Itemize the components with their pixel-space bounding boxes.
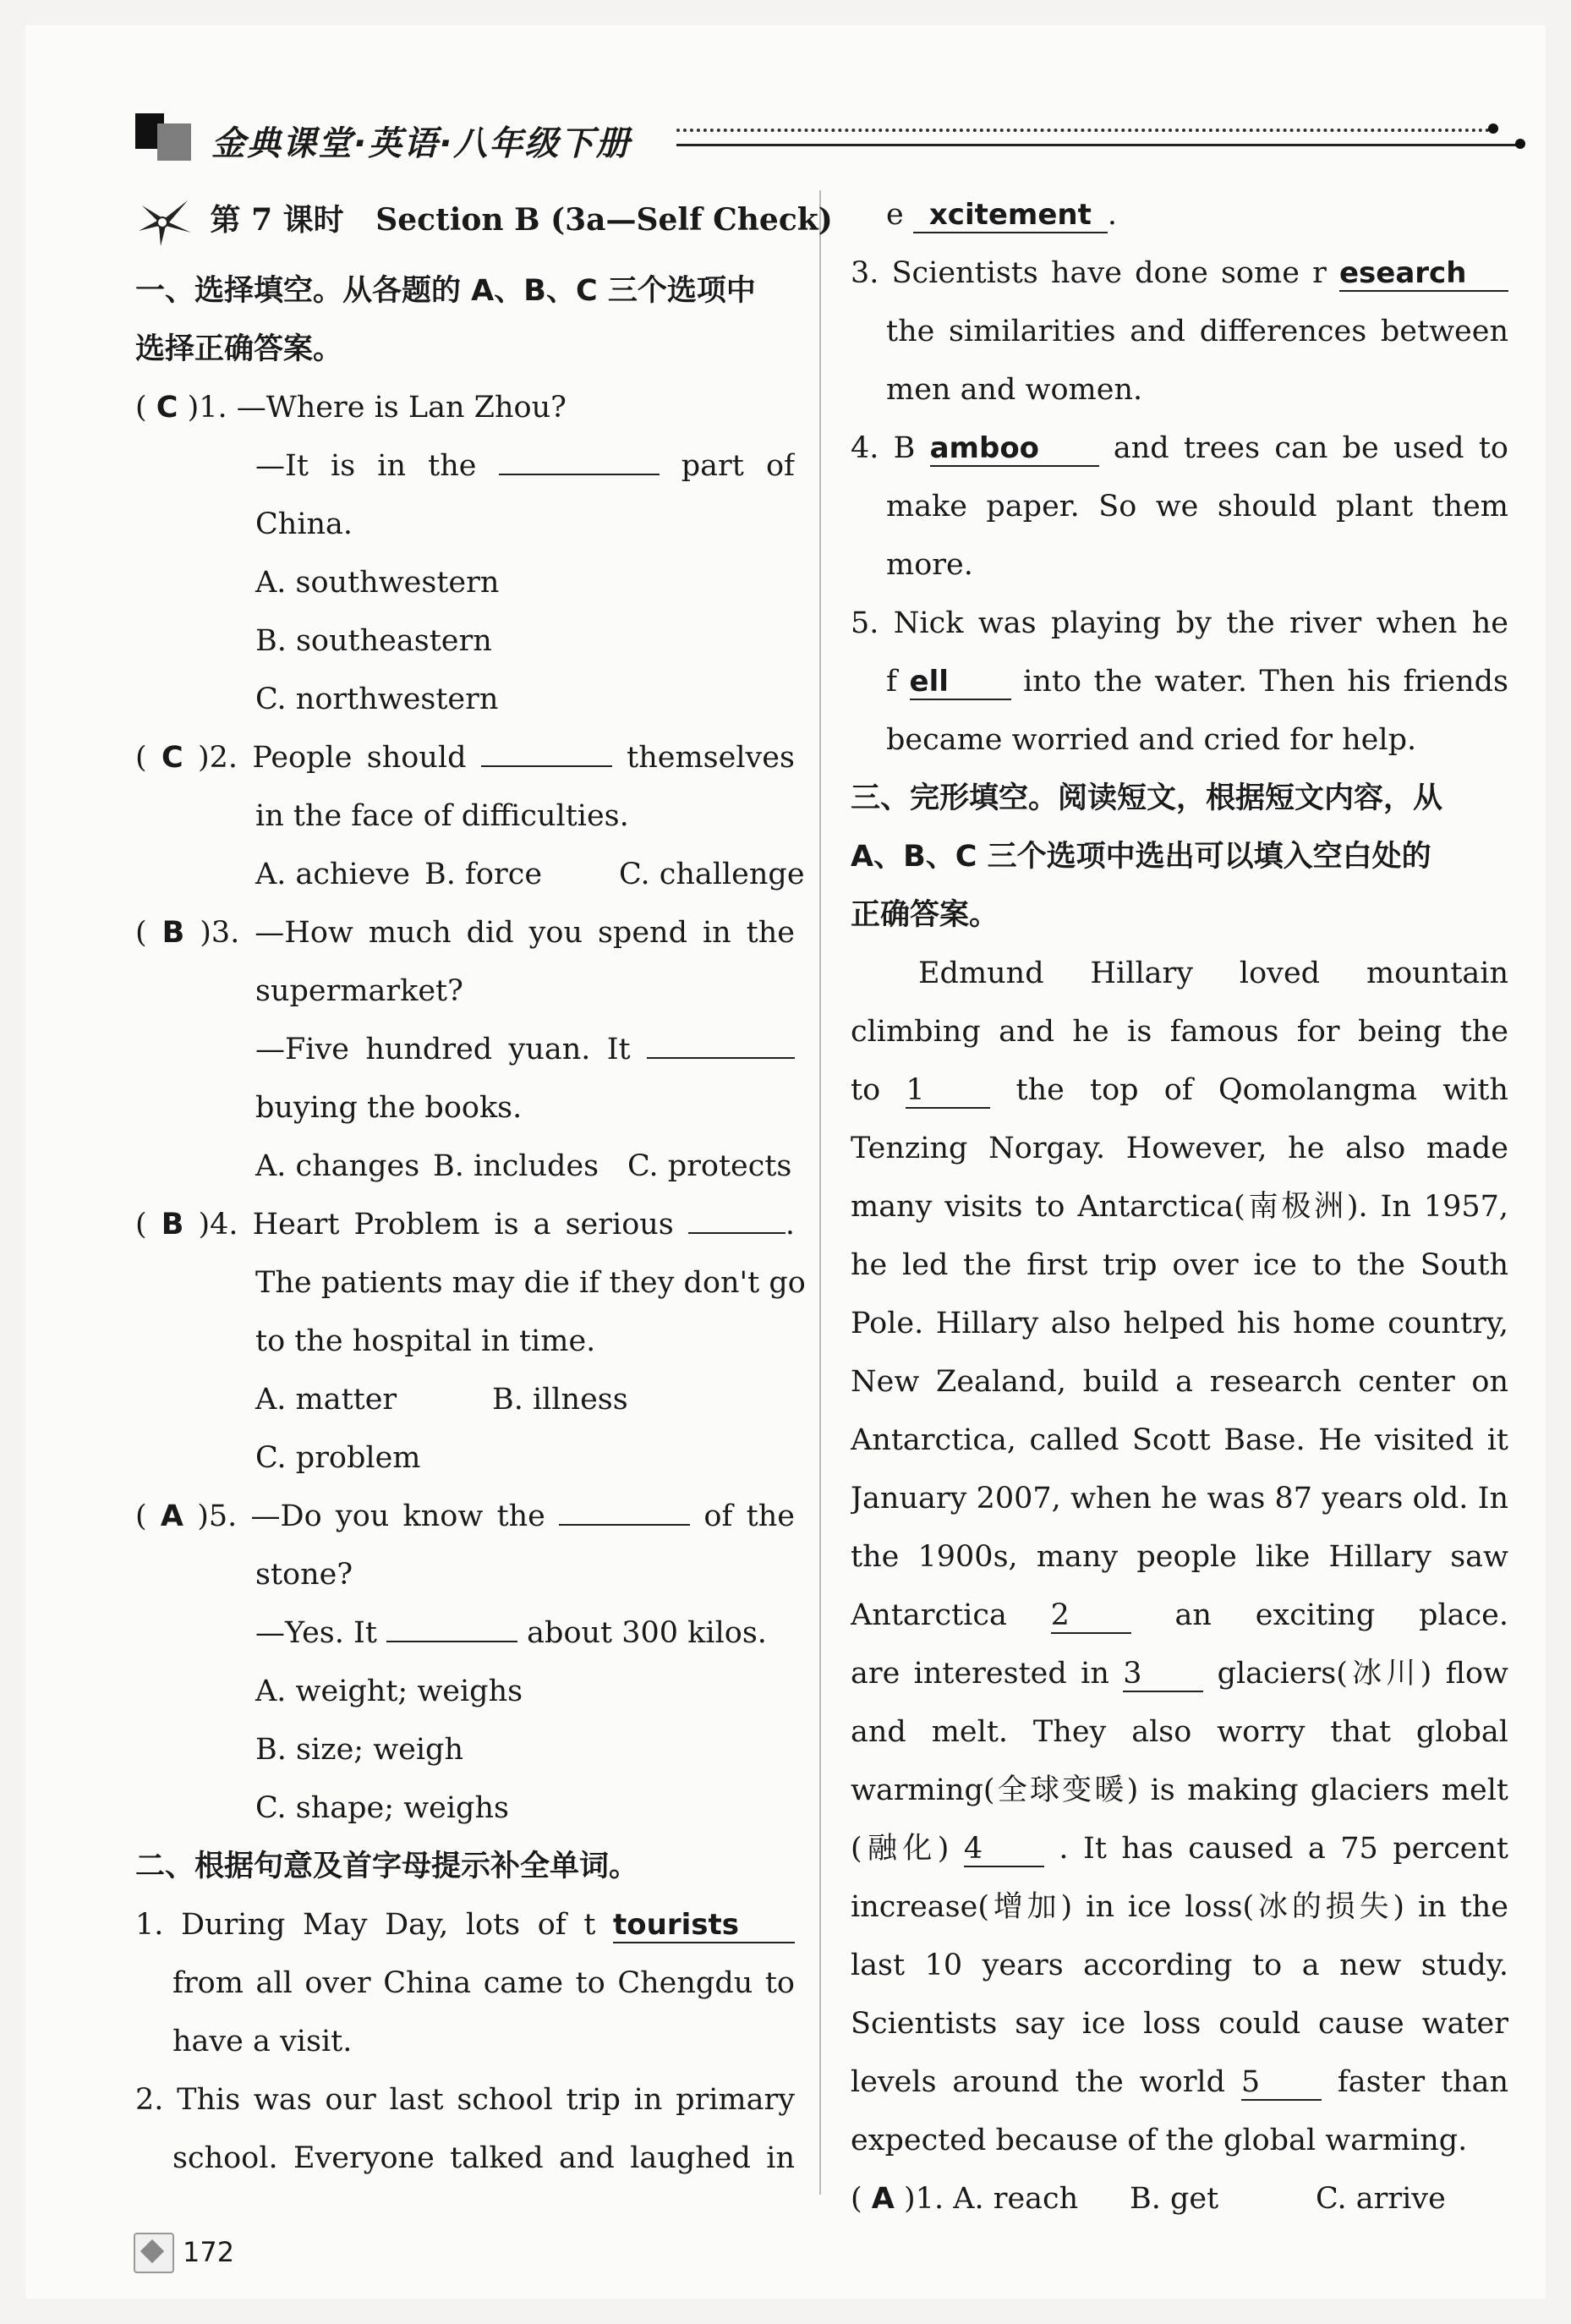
question-text: about 300 kilos.: [527, 1616, 767, 1650]
page-diamond-icon: [134, 2233, 174, 2273]
header-dotted-rule: [676, 129, 1497, 132]
passage-line: Scientists say ice loss could cause water: [851, 2007, 1508, 2041]
option-b: B. force: [424, 858, 543, 891]
cloze-blank[interactable]: 2: [1051, 1598, 1131, 1634]
passage-line: Pole. Hillary also helped his home country,: [851, 1307, 1508, 1340]
question-text: )2. People should: [198, 741, 467, 775]
fill-item-5: 5. Nick was playing by the river when he: [851, 606, 1508, 640]
item-line: [851, 653, 1508, 711]
section-heading: 选择正确答案。: [135, 332, 343, 366]
answer: C: [161, 741, 183, 775]
section-heading: 二、根据句意及首字母提示补全单词。: [135, 1850, 639, 1883]
passage-text: Antarctica: [851, 1598, 1007, 1632]
passage-text: to: [851, 1073, 881, 1107]
passage-line: January 2007, when he was 87 years old. In: [851, 1482, 1508, 1516]
answer: C: [156, 391, 178, 425]
option-b: B. illness: [492, 1383, 628, 1417]
column-divider: [819, 190, 821, 2195]
item-line: became worried and cried for help.: [886, 723, 1417, 757]
question-1: ( C )1. —Where is Lan Zhou?: [135, 391, 567, 425]
passage-line: New Zealand, build a research center on: [851, 1365, 1508, 1399]
answer-blank[interactable]: [499, 440, 660, 475]
filled-word[interactable]: xcitement: [913, 198, 1108, 233]
item-text: and trees can be used to: [1113, 431, 1508, 465]
passage-text: glaciers(冰川) flow: [1217, 1657, 1508, 1691]
left-column: [135, 186, 833, 2188]
item-line: the similarities and differences between: [886, 315, 1508, 348]
fill-item-3: [851, 244, 1508, 303]
item-text: 1. During May Day, lots of t: [135, 1908, 596, 1942]
header-title: 金典课堂·英语·八年级下册: [211, 124, 632, 163]
passage-line: Edmund Hillary loved mountain: [918, 956, 1508, 990]
item-line: have a visit.: [172, 2025, 353, 2058]
question-3: ( B )3. —How much did you spend in the: [135, 916, 795, 950]
passage-line: climbing and he is famous for being the: [851, 1015, 1508, 1049]
question-text: )3. —How much did you spend in the: [200, 916, 795, 950]
question-text: part of: [681, 449, 795, 483]
fill-item-1: [135, 1896, 795, 1954]
passage-line: the 1900s, many people like Hillary saw: [851, 1540, 1508, 1574]
filled-word[interactable]: ell: [910, 665, 1011, 700]
option-a: A. southwestern: [255, 566, 500, 600]
item-line: more.: [886, 548, 973, 582]
answer: B: [161, 1208, 184, 1241]
cloze-blank[interactable]: 3: [1123, 1657, 1203, 1692]
question-line: supermarket?: [255, 974, 463, 1008]
item-text: into the water. Then his friends: [1023, 665, 1508, 699]
passage-line: many visits to Antarctica(南极洲). In 1957,: [851, 1190, 1508, 1224]
passage-line: warming(全球变暖) is making glaciers melt: [851, 1773, 1508, 1807]
option-c: C. problem: [255, 1441, 421, 1475]
header-dot-icon: [1488, 123, 1498, 134]
option-a: )1. A. reach: [904, 2182, 1079, 2216]
answer: A: [160, 1499, 183, 1533]
question-4: ( B )4. Heart Problem is a serious .: [135, 1196, 795, 1254]
question-text: of the: [703, 1499, 795, 1533]
answer-blank[interactable]: [386, 1607, 517, 1642]
answer-blank[interactable]: [647, 1023, 795, 1059]
item-line: men and women.: [886, 373, 1143, 407]
passage-text: (融化): [851, 1832, 950, 1866]
passage-text: levels around the world: [851, 2065, 1226, 2099]
page-number: 172: [183, 2236, 235, 2268]
lesson-title: [135, 186, 833, 262]
passage-text: are interested in: [851, 1657, 1109, 1691]
section-heading: A、B、C 三个选项中选出可以填入空白处的: [851, 840, 1431, 874]
filled-word[interactable]: amboo: [930, 431, 1099, 467]
answer-blank[interactable]: [688, 1198, 786, 1234]
question-text: —It is in the: [255, 449, 477, 483]
option-c: C. northwestern: [255, 682, 499, 716]
item-line: from all over China came to Chengdu to: [172, 1966, 795, 2000]
option-b: B. size; weigh: [255, 1733, 464, 1767]
question-line: [135, 1604, 795, 1663]
right-column: [851, 186, 1508, 2228]
header-rule: [676, 144, 1522, 146]
question-text: )1. —Where is Lan Zhou?: [187, 391, 567, 425]
question-text: .: [785, 1208, 795, 1241]
section-heading: 正确答案。: [851, 898, 999, 932]
section-heading: 三、完形填空。阅读短文，根据短文内容，从: [851, 781, 1443, 815]
option-b: B. get: [1130, 2182, 1219, 2216]
question-line: to the hospital in time.: [255, 1324, 596, 1358]
option-c: C. arrive: [1316, 2182, 1446, 2216]
option-c: C. protects: [627, 1149, 792, 1183]
question-line: [135, 1021, 795, 1079]
answer-blank[interactable]: [559, 1490, 690, 1526]
question-text: —Yes. It: [255, 1616, 377, 1650]
answer: A: [871, 2182, 895, 2216]
passage-line: and melt. They also worry that global: [851, 1715, 1508, 1749]
option-c: C. shape; weighs: [255, 1791, 509, 1825]
question-line: buying the books.: [255, 1091, 523, 1125]
passage-line: [851, 1061, 1508, 1120]
running-header: [135, 113, 1522, 164]
answer-blank[interactable]: [481, 732, 612, 767]
filled-word[interactable]: tourists: [613, 1908, 795, 1943]
item-text: .: [1107, 198, 1117, 232]
passage-line: he led the first trip over ice to the South: [851, 1248, 1508, 1282]
question-line: China.: [255, 507, 353, 541]
passage-line: expected because of the global warming.: [851, 2124, 1468, 2157]
option-b: B. southeastern: [255, 624, 492, 658]
question-line: [135, 437, 795, 496]
cloze-question-1: ( A )1. A. reach B. get C. arrive: [851, 2170, 1508, 2228]
item-text: 4. B: [851, 431, 916, 465]
passage-line: [851, 1820, 1508, 1878]
cloze-blank[interactable]: 1: [906, 1073, 990, 1109]
passage-line: increase(增加) in ice loss(冰的损失) in the: [851, 1890, 1508, 1924]
question-line: in the face of difficulties.: [255, 799, 629, 833]
question-line: The patients may die if they don't go: [255, 1266, 806, 1300]
question-text: )4. Heart Problem is a serious: [198, 1208, 674, 1241]
passage-line: [851, 2053, 1508, 2112]
question-5: ( A )5. —Do you know the of the: [135, 1488, 795, 1546]
question-text: )5. —Do you know the: [197, 1499, 545, 1533]
option-b: B. includes: [433, 1149, 599, 1183]
option-a: A. weight; weighs: [255, 1674, 523, 1708]
filled-word[interactable]: esearch: [1339, 256, 1508, 292]
question-text: themselves: [627, 741, 795, 775]
passage-text: the top of Qomolangma with: [1015, 1073, 1508, 1107]
option-c: C. challenge: [619, 858, 805, 891]
item-line: [851, 186, 1508, 244]
option-a: A. achieve: [255, 858, 410, 891]
cloze-blank[interactable]: 5: [1241, 2065, 1322, 2101]
item-line: school. Everyone talked and laughed in: [172, 2141, 795, 2175]
header-dot-icon: [1515, 139, 1525, 149]
lesson-number: 第 7 课时: [210, 202, 344, 238]
section-heading: 一、选择填空。从各题的 A、B、C 三个选项中: [135, 274, 756, 308]
question-text: —Five hundred yuan. It: [255, 1033, 631, 1066]
item-line: make paper. So we should plant them: [886, 490, 1508, 523]
answer: B: [161, 916, 185, 950]
passage-line: Antarctica, called Scott Base. He visited it: [851, 1423, 1508, 1457]
passage-text: . It has caused a 75 percent: [1059, 1832, 1508, 1866]
options-row: [135, 1371, 795, 1429]
passage-text: faster than: [1337, 2065, 1508, 2099]
item-text: f: [886, 665, 897, 699]
header-logo-icon: [135, 113, 194, 161]
passage-line: Tenzing Norgay. However, he also made: [851, 1132, 1508, 1165]
passage-line: [851, 1587, 1508, 1645]
option-a: A. matter: [255, 1383, 397, 1417]
options-row: [135, 1137, 795, 1196]
question-2: ( C )2. People should themselves: [135, 729, 795, 787]
fill-item-4: [851, 419, 1508, 478]
cloze-blank[interactable]: 4: [964, 1832, 1044, 1867]
lesson-section: Section B (3a—Self Check): [375, 202, 833, 238]
passage-line: last 10 years according to a new study.: [851, 1949, 1508, 1982]
item-text: 3. Scientists have done some r: [851, 256, 1327, 290]
passage-text: an exciting place.: [1174, 1598, 1508, 1632]
lesson-star-icon: [135, 197, 194, 248]
fill-item-2: 2. This was our last school trip in primary: [135, 2083, 795, 2117]
question-line: stone?: [255, 1558, 353, 1592]
option-a: A. changes: [255, 1149, 420, 1183]
options-row: [135, 846, 805, 904]
item-text: e: [886, 198, 904, 232]
passage-line: [851, 1645, 1508, 1703]
